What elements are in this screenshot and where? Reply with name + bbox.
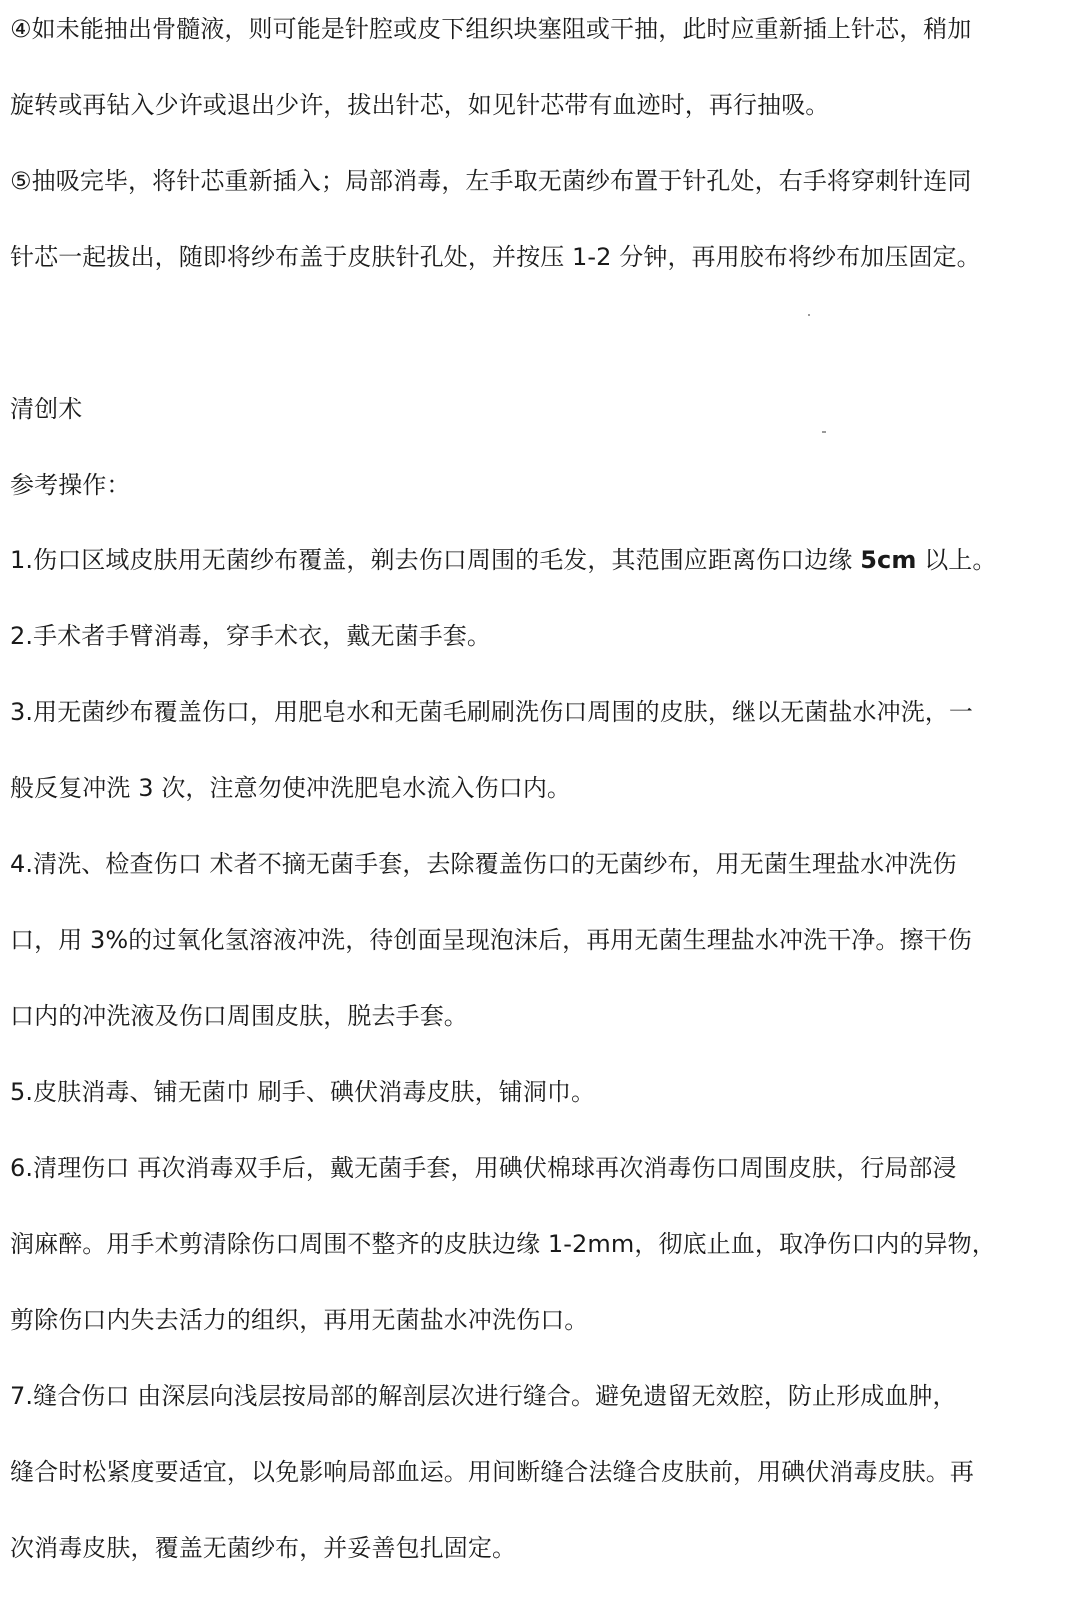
text-line-marrow-5a: ⑤抽吸完毕，将针芯重新插入；局部消毒，左手取无菌纱布置于针孔处，右手将穿刺针连同	[10, 167, 972, 195]
scan-speck	[822, 431, 826, 433]
scan-speck	[808, 314, 810, 316]
step-6-line-2: 润麻醉。用手术剪清除伤口周围不整齐的皮肤边缘 1-2mm，彻底止血，取净伤口内的异物，	[10, 1230, 996, 1258]
text-line-marrow-4a: ④如未能抽出骨髓液，则可能是针腔或皮下组织块塞阻或干抽，此时应重新插上针芯，稍加	[10, 15, 972, 43]
step-4-line-1: 4.清洗、检查伤口 术者不摘无菌手套，去除覆盖伤口的无菌纱布，用无菌生理盐水冲洗伤	[10, 850, 957, 878]
step-5: 5.皮肤消毒、铺无菌巾 刷手、碘伏消毒皮肤，铺洞巾。	[10, 1078, 596, 1106]
text-line-marrow-5b: 针芯一起拔出，随即将纱布盖于皮肤针孔处，并按压 1-2 分钟，再用胶布将纱布加压固定。	[10, 243, 981, 271]
step-1-text: 1.伤口区域皮肤用无菌纱布覆盖，剃去伤口周围的毛发，其范围应距离伤口边缘	[10, 546, 861, 574]
section-subtitle: 参考操作：	[10, 471, 131, 499]
step-1-text-end: 以上。	[916, 546, 997, 574]
step-1	[10, 545, 1070, 575]
step-6-line-3: 剪除伤口内失去活力的组织，再用无菌盐水冲洗伤口。	[10, 1306, 589, 1334]
step-6-line-1: 6.清理伤口 再次消毒双手后，戴无菌手套，用碘伏棉球再次消毒伤口周围皮肤，行局部浸	[10, 1154, 957, 1182]
step-4-line-3: 口内的冲洗液及伤口周围皮肤，脱去手套。	[10, 1002, 468, 1030]
step-4-line-2: 口，用 3%的过氧化氢溶液冲洗，待创面呈现泡沫后，再用无菌生理盐水冲洗干净。擦干伤	[10, 926, 972, 954]
step-2: 2.手术者手臂消毒，穿手术衣，戴无菌手套。	[10, 622, 491, 650]
step-7-line-2: 缝合时松紧度要适宜，以免影响局部血运。用间断缝合法缝合皮肤前，用碘伏消毒皮肤。再	[10, 1458, 974, 1486]
step-7-line-1: 7.缝合伤口 由深层向浅层按局部的解剖层次进行缝合。避免遗留无效腔，防止形成血肿，	[10, 1382, 957, 1410]
step-1-bold-distance: 5cm	[860, 546, 917, 574]
step-3-line-1: 3.用无菌纱布覆盖伤口，用肥皂水和无菌毛刷刷洗伤口周围的皮肤，继以无菌盐水冲洗，一	[10, 698, 973, 726]
text-line-marrow-4b: 旋转或再钻入少许或退出少许，拔出针芯，如见针芯带有血迹时，再行抽吸。	[10, 91, 830, 119]
section-title: 清创术	[10, 395, 83, 423]
step-3-line-2: 般反复冲洗 3 次，注意勿使冲洗肥皂水流入伤口内。	[10, 774, 572, 802]
step-7-line-3: 次消毒皮肤，覆盖无菌纱布，并妥善包扎固定。	[10, 1534, 517, 1562]
